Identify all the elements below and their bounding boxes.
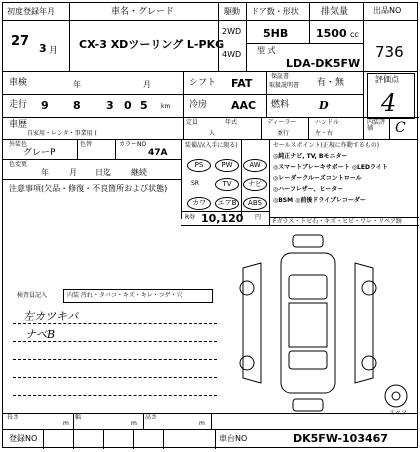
mileage-label: 走行	[9, 100, 28, 110]
car-name: CX-3 XDツーリング L-PKG	[79, 38, 225, 51]
handwritten-note-2: ナベB	[25, 328, 56, 341]
lot-no: 736	[375, 43, 404, 61]
equipment-label: 装備品(入手に限る)	[185, 142, 238, 149]
ac-value: AAC	[231, 99, 257, 112]
equip-pw: PW	[215, 159, 239, 172]
drive-2wd: 2WD	[222, 27, 242, 36]
first-reg-label: 初度登録年月	[7, 7, 55, 16]
interior-check: 内装 汚れ・タバコ・キズ・キレ・コゲ・穴	[67, 292, 183, 299]
height-label: 高さ	[145, 414, 158, 421]
name-grade-label: 車名・グレード	[111, 7, 175, 17]
note-line	[13, 377, 217, 378]
r-value: 10,120	[201, 212, 244, 225]
rule	[3, 20, 417, 21]
equip-ps: PS	[187, 159, 211, 172]
equip-airbag: エアB	[215, 197, 239, 210]
car-rear-view	[293, 399, 323, 411]
rule	[241, 139, 242, 219]
model-label: 型 式	[257, 46, 276, 55]
car-damage-diagram[interactable]	[233, 233, 383, 413]
ac-label: 冷房	[189, 100, 208, 110]
note-line	[13, 341, 217, 342]
rule	[73, 413, 74, 429]
spare-label: スペア	[389, 410, 408, 417]
length-unit: m	[63, 420, 69, 427]
history-label: 車歴	[9, 120, 28, 130]
interior-label: 内装評価	[367, 119, 386, 132]
inspector-label: 検査員記入	[17, 292, 48, 299]
width-unit: m	[131, 420, 137, 427]
shift-label: シフト	[189, 78, 217, 88]
rule	[103, 429, 104, 449]
rule	[215, 429, 216, 449]
rule	[389, 117, 390, 139]
auction-inspection-sheet	[2, 2, 418, 448]
color-no-label: カラーNO	[119, 141, 147, 148]
rule	[69, 3, 70, 71]
rule	[266, 71, 267, 117]
exterior-value: グレーP	[23, 148, 56, 158]
rule	[3, 71, 417, 72]
reg-month-unit: 月	[49, 46, 59, 56]
change-month: 月	[69, 168, 77, 177]
rule	[308, 117, 309, 139]
rule	[181, 225, 419, 226]
rule	[269, 139, 270, 225]
rule	[246, 43, 363, 44]
sales-point-4: ◎ハーフレザー、ヒーター	[273, 186, 344, 193]
lot-label: 出品NO	[373, 6, 402, 15]
change-year: 年	[41, 168, 49, 177]
equip-leather: カワ	[187, 197, 211, 210]
car-front-view	[293, 235, 323, 247]
score-value: 4	[381, 89, 397, 117]
rule	[183, 71, 184, 139]
rule	[211, 413, 212, 429]
color-no: 47A	[148, 148, 168, 158]
handle-value: 左・右	[315, 130, 334, 137]
rule	[363, 117, 419, 118]
rule	[3, 139, 417, 140]
exterior-label: 外装色	[9, 141, 28, 148]
mileage-digit-1: 9	[41, 99, 49, 112]
rule	[218, 3, 219, 71]
capacity-label: 定員	[186, 119, 199, 126]
equip-tv: TV	[215, 178, 239, 191]
reg-year: 27	[11, 34, 30, 49]
interior-value: C	[395, 120, 406, 136]
mileage-digit-3: 3	[106, 99, 114, 112]
sales-point-5: ◎BSM ◎前後ドライブレコーダー	[273, 197, 366, 204]
r-label: R券	[185, 214, 196, 221]
drive-label: 駆動	[224, 7, 240, 16]
note-line	[13, 323, 217, 324]
rule	[363, 3, 364, 71]
inspection-year-unit: 年	[73, 80, 81, 89]
door-value: 5HB	[263, 27, 289, 40]
year-model-label: 年式	[225, 119, 238, 126]
height-unit: m	[199, 420, 205, 427]
reg-month: 3	[39, 42, 47, 55]
wheel-rear-right	[362, 356, 376, 370]
sales-points-label: セールスポイント(正規に作動するもの)	[273, 142, 380, 149]
warranty-sub: 取扱説明書	[269, 82, 300, 89]
width-label: 幅	[75, 414, 82, 421]
dealer-sub: 並行	[277, 130, 290, 137]
chassis-value: DK5FW-103467	[293, 432, 388, 445]
wheel-front-left	[240, 281, 254, 295]
roof	[289, 303, 327, 347]
score-label: 評価点	[375, 75, 399, 84]
rule	[261, 117, 262, 139]
equip-aw: AW	[243, 159, 267, 172]
rule	[73, 429, 74, 449]
inspection-month-unit: 月	[143, 80, 151, 89]
rule	[246, 3, 247, 71]
mileage-unit: km	[161, 103, 171, 110]
rule	[163, 429, 164, 449]
mileage-digit-2: 8	[73, 99, 81, 112]
warranty-value: 有・無	[317, 78, 345, 88]
rule	[3, 413, 417, 414]
sales-point-2: ◎スマートブレーキサポート ◎LEDライト	[273, 164, 388, 171]
rule	[133, 429, 134, 449]
rule	[363, 71, 364, 139]
equip-abs: ABS	[243, 197, 267, 210]
wheel-front-right	[362, 281, 376, 295]
inspection-label: 車検	[9, 78, 28, 88]
rule	[43, 429, 44, 449]
windshield	[289, 275, 327, 299]
note-line	[13, 395, 217, 396]
equip-navi: ナビ	[243, 178, 267, 191]
mileage-digit-5: 5	[140, 99, 148, 112]
change-continue: 継続	[131, 168, 147, 177]
mileage-digit-4: 0	[124, 99, 132, 112]
fuel-label: 燃料	[271, 100, 290, 110]
warranty-label: 保証書	[271, 73, 290, 80]
dealer-label: ディーラー	[267, 119, 297, 126]
change-label: 色変更	[9, 161, 28, 168]
glass-label: Fガラス・トビ石・キズ・ヒビ・ワレ・リペア跡	[273, 218, 403, 225]
equip-sr: SR	[191, 180, 199, 187]
r-unit: 円	[255, 214, 262, 221]
handwritten-note-1: 左カツキバ	[23, 310, 78, 323]
capacity-unit: 人	[209, 130, 216, 137]
rule	[181, 139, 182, 219]
handle-label: ハンドル	[315, 119, 340, 126]
rear-window	[289, 351, 327, 369]
rule	[143, 413, 144, 429]
color-change-label: 色替	[80, 141, 93, 148]
drive-4wd: 4WD	[222, 50, 242, 59]
history-sub: 自家用・レンタ・事業用 (	[27, 130, 97, 137]
note-line	[13, 359, 217, 360]
model-value: LDA-DK5FW	[286, 57, 361, 70]
length-label: 長さ	[7, 414, 20, 421]
caution-label: 注意事項(欠品・修復・不良箇所および状態)	[9, 184, 168, 193]
rule	[3, 179, 181, 180]
spare-tire-icon	[383, 383, 409, 409]
rule	[3, 429, 417, 430]
displacement-unit: cc	[350, 30, 359, 39]
displacement-label: 排気量	[321, 7, 349, 17]
sales-point-3: ◎レーダークルーズコントロール	[273, 175, 362, 182]
fuel-value: D	[319, 99, 329, 112]
sales-point-1: ◎純正ナビ, TV, Bモニター	[273, 153, 348, 160]
rule	[77, 139, 78, 159]
displacement-value: 1500	[316, 27, 347, 40]
wheel-rear-left	[240, 356, 254, 370]
reg-no-label: 登録NO	[9, 434, 38, 443]
shift-value: FAT	[231, 77, 253, 90]
change-day: 日迄	[95, 168, 111, 177]
rule	[309, 3, 310, 43]
rule	[115, 139, 116, 159]
chassis-label: 車台NO	[219, 434, 248, 443]
rule	[3, 159, 181, 160]
door-label: ドア数・形状	[251, 7, 299, 16]
